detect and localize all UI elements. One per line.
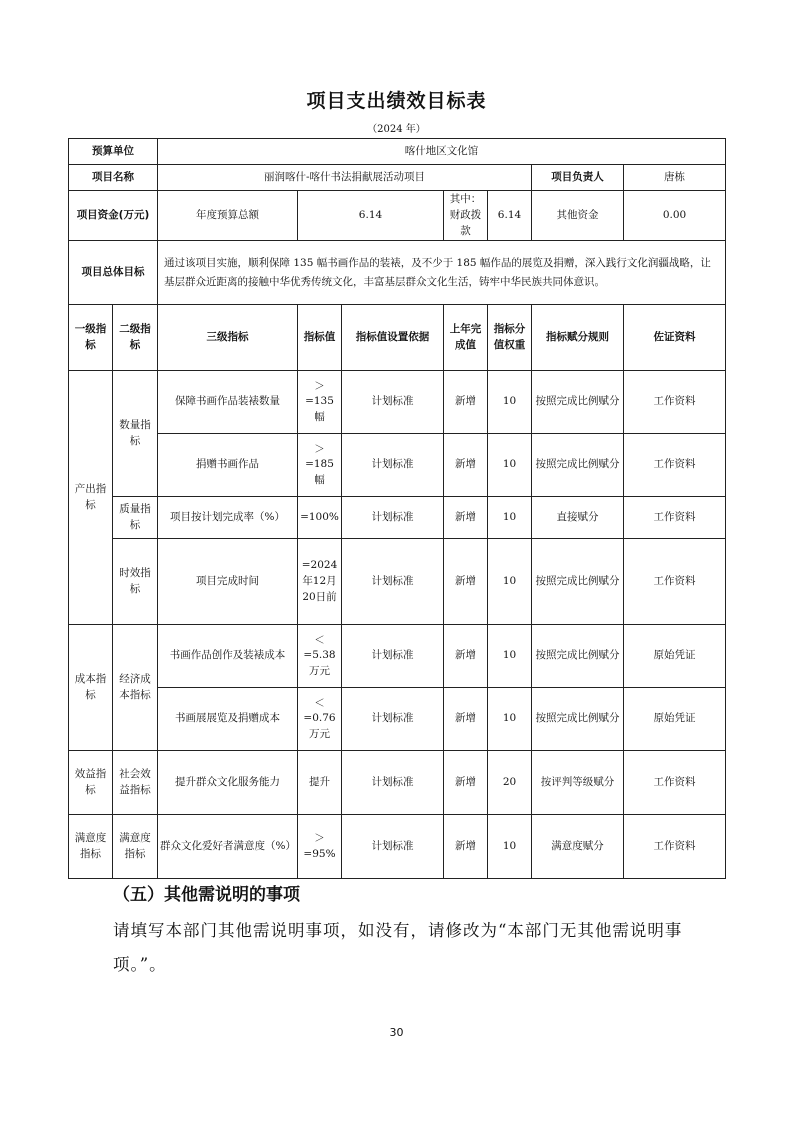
row-indicator: 群众文化爱好者满意度（%）	[158, 815, 298, 879]
row-weight: 10	[488, 434, 532, 497]
header-level2: 二级指标	[113, 305, 158, 371]
section-heading: （五）其他需说明的事项	[113, 885, 300, 905]
row-last-year: 新增	[444, 815, 488, 879]
row-indicator: 书画作品创作及装裱成本	[158, 625, 298, 688]
row-weight: 10	[488, 539, 532, 625]
other-funds-label: 其他资金	[532, 191, 624, 241]
row-evidence: 工作资料	[624, 497, 726, 539]
row-last-year: 新增	[444, 497, 488, 539]
row-value: 提升	[298, 751, 342, 815]
group-cost: 成本指标	[69, 625, 113, 751]
table-row	[69, 625, 726, 688]
row-last-year: 新增	[444, 688, 488, 751]
row-indicator: 捐赠书画作品	[158, 434, 298, 497]
overall-goal-text: 通过该项目实施，顺利保障 135 幅书画作品的装裱，及不少于 185 幅作品的展览及捐赠，深入践行文化润疆战略，让基层群众近距离的接触中华优秀传统文化，丰富基层群众文化生活，铸牢中华民族共同体意识。	[158, 241, 726, 305]
row-value: ＞=95%	[298, 815, 342, 879]
row-value: ＜=5.38万元	[298, 625, 342, 688]
header-last-year: 上年完成值	[444, 305, 488, 371]
row-basis: 计划标准	[342, 751, 444, 815]
header-level3: 三级指标	[158, 305, 298, 371]
annual-budget-label: 年度预算总额	[158, 191, 298, 241]
group-output: 产出指标	[69, 371, 113, 625]
group-satisfaction: 满意度指标	[69, 815, 113, 879]
row-basis: 计划标准	[342, 688, 444, 751]
fiscal-value: 6.14	[488, 191, 532, 241]
header-row	[69, 305, 726, 371]
group-timeliness: 时效指标	[113, 539, 158, 625]
row-value: ＞=135幅	[298, 371, 342, 434]
row-basis: 计划标准	[342, 434, 444, 497]
fiscal-label: 其中：财政拨款	[444, 191, 488, 241]
row-rule: 按照完成比例赋分	[532, 539, 624, 625]
other-funds-value: 0.00	[624, 191, 726, 241]
performance-target-table	[68, 138, 726, 879]
row-weight: 10	[488, 371, 532, 434]
row-evidence: 原始凭证	[624, 625, 726, 688]
project-leader-value: 唐栋	[624, 165, 726, 191]
row-basis: 计划标准	[342, 815, 444, 879]
row-rule: 满意度赋分	[532, 815, 624, 879]
row-evidence: 工作资料	[624, 751, 726, 815]
table-row	[69, 497, 726, 539]
table-row	[69, 688, 726, 751]
row-weight: 10	[488, 625, 532, 688]
row-weight: 10	[488, 815, 532, 879]
table-row	[69, 434, 726, 497]
row-basis: 计划标准	[342, 371, 444, 434]
table-row	[69, 751, 726, 815]
header-weight: 指标分值权重	[488, 305, 532, 371]
row-value: =100%	[298, 497, 342, 539]
page-number: 30	[389, 1026, 404, 1039]
table-row	[69, 539, 726, 625]
row-value: ＜=0.76万元	[298, 688, 342, 751]
project-name-label: 项目名称	[69, 165, 158, 191]
row-basis: 计划标准	[342, 625, 444, 688]
row-rule: 按照完成比例赋分	[532, 625, 624, 688]
row-weight: 10	[488, 688, 532, 751]
row-rule: 按评判等级赋分	[532, 751, 624, 815]
row-rule: 直接赋分	[532, 497, 624, 539]
table-year: （2024 年）	[367, 124, 426, 135]
row-evidence: 工作资料	[624, 815, 726, 879]
row-value: =2024年12月20日前	[298, 539, 342, 625]
group-benefit: 效益指标	[69, 751, 113, 815]
row-indicator: 项目按计划完成率（%）	[158, 497, 298, 539]
row-last-year: 新增	[444, 371, 488, 434]
row-basis: 计划标准	[342, 497, 444, 539]
table-row	[69, 371, 726, 434]
table-row	[69, 815, 726, 879]
header-basis: 指标值设置依据	[342, 305, 444, 371]
project-name-row	[69, 165, 726, 191]
row-value: ＞=185幅	[298, 434, 342, 497]
annual-budget-value: 6.14	[298, 191, 444, 241]
row-rule: 按照完成比例赋分	[532, 371, 624, 434]
row-weight: 10	[488, 497, 532, 539]
project-funds-row	[69, 191, 726, 241]
row-indicator: 保障书画作品装裱数量	[158, 371, 298, 434]
project-name-value: 丽润喀什-喀什书法捐献展活动项目	[158, 165, 532, 191]
group-social-benefit: 社会效益指标	[113, 751, 158, 815]
row-evidence: 工作资料	[624, 539, 726, 625]
row-last-year: 新增	[444, 625, 488, 688]
project-funds-label: 项目资金(万元)	[69, 191, 158, 241]
group-quantity: 数量指标	[113, 371, 158, 497]
row-last-year: 新增	[444, 751, 488, 815]
row-evidence: 工作资料	[624, 371, 726, 434]
page-title: 项目支出绩效目标表	[306, 90, 487, 112]
row-indicator: 书画展展览及捐赠成本	[158, 688, 298, 751]
row-rule: 按照完成比例赋分	[532, 434, 624, 497]
overall-goal-row	[69, 241, 726, 305]
row-evidence: 工作资料	[624, 434, 726, 497]
row-indicator: 项目完成时间	[158, 539, 298, 625]
row-last-year: 新增	[444, 539, 488, 625]
header-level1: 一级指标	[69, 305, 113, 371]
header-evidence: 佐证资料	[624, 305, 726, 371]
header-value: 指标值	[298, 305, 342, 371]
row-rule: 按照完成比例赋分	[532, 688, 624, 751]
header-rule: 指标赋分规则	[532, 305, 624, 371]
group-economic-cost: 经济成本指标	[113, 625, 158, 751]
overall-goal-label: 项目总体目标	[69, 241, 158, 305]
project-leader-label: 项目负责人	[532, 165, 624, 191]
section-body: 请填写本部门其他需说明事项，如没有，请修改为“本部门无其他需说明事项。”。	[113, 921, 683, 974]
group-quality: 质量指标	[113, 497, 158, 539]
row-basis: 计划标准	[342, 539, 444, 625]
row-last-year: 新增	[444, 434, 488, 497]
budget-unit-value: 喀什地区文化馆	[158, 139, 726, 165]
budget-unit-label: 预算单位	[69, 139, 158, 165]
budget-unit-row	[69, 139, 726, 165]
row-weight: 20	[488, 751, 532, 815]
row-evidence: 原始凭证	[624, 688, 726, 751]
row-indicator: 提升群众文化服务能力	[158, 751, 298, 815]
group-satisfaction-sub: 满意度指标	[113, 815, 158, 879]
